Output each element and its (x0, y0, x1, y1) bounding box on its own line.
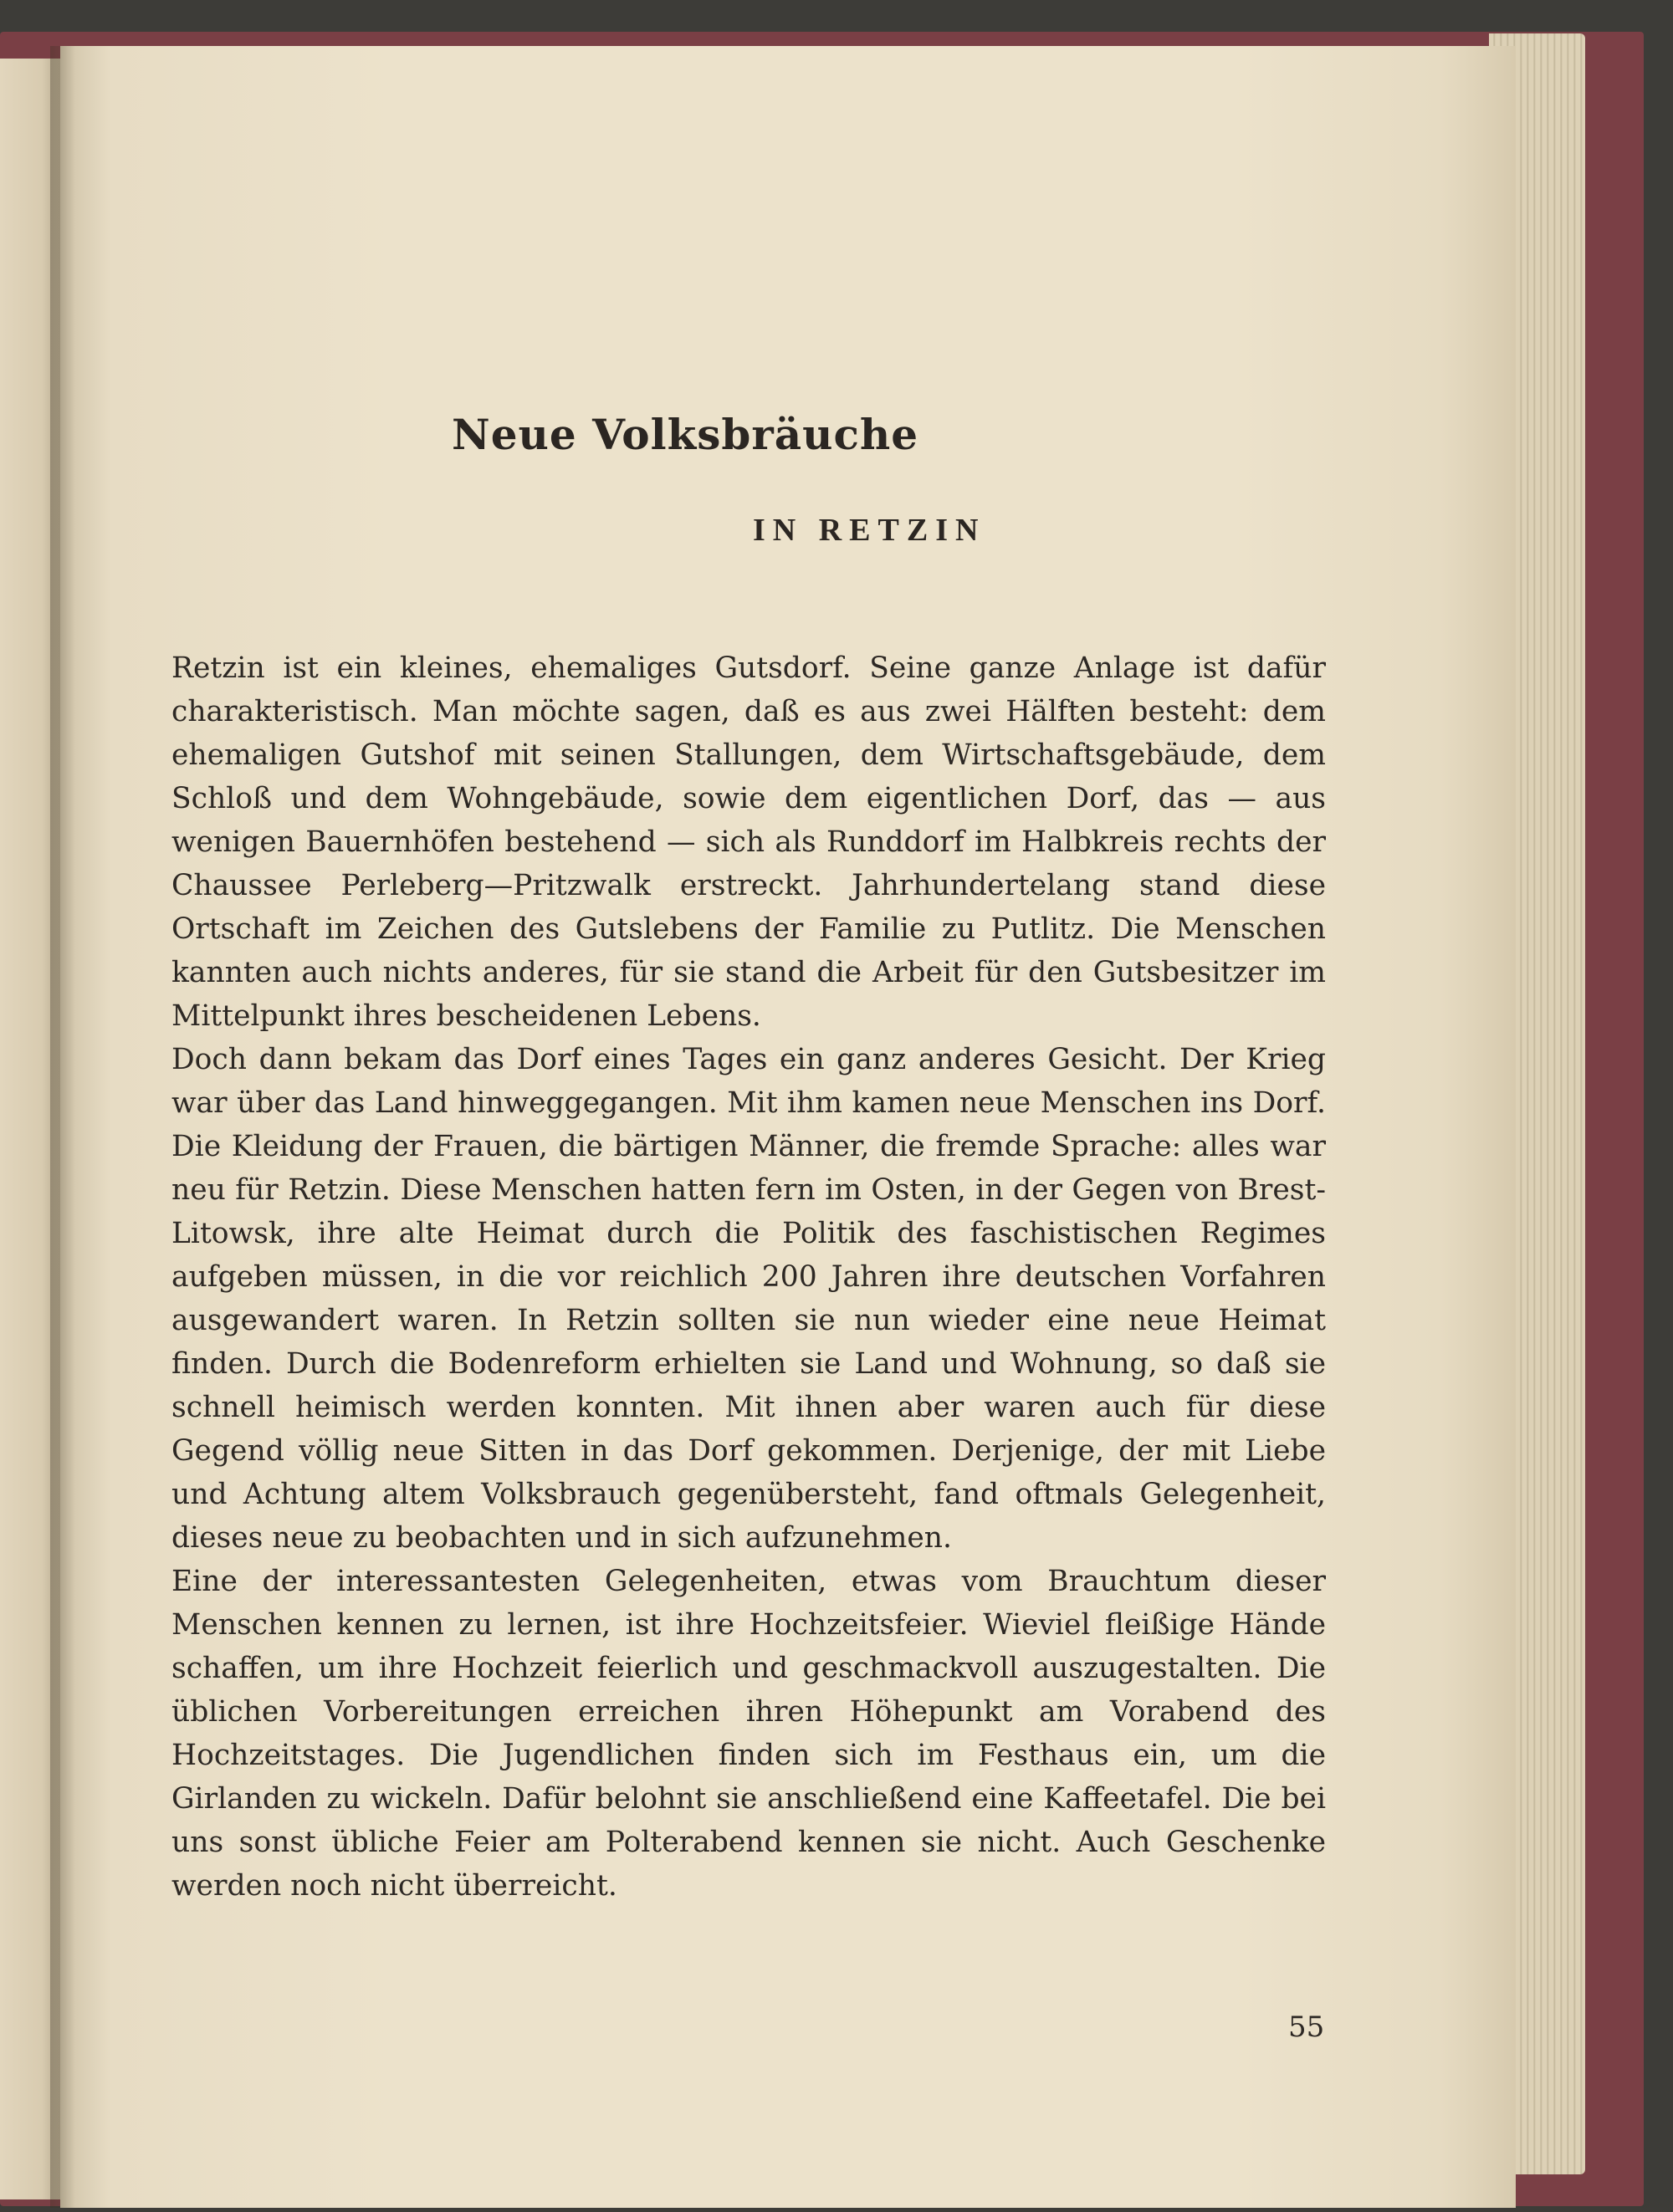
chapter-subtitle: IN RETZIN (753, 513, 986, 548)
paragraph: Retzin ist ein kleines, ehemaliges Gutsdorf. Seine ganze Anlage ist dafür charakteristisch. Man möchte sagen, daß es aus zwei Hälften besteht: dem ehemaligen Gutshof mit seinen Stallungen, dem Wirtschaftsgebäude, dem Schloß und dem Wohngebäude, sowie dem eigentlichen Dorf, das — aus wenigen Bauernhöfen bestehend — sich als Runddorf im Halbkreis rechts der Chaussee Perleberg—Pritzwalk erstreckt. Jahrhundertelang stand diese Ortschaft im Zeichen des Gutslebens der Familie zu Putlitz. Die Menschen kannten auch nichts anderes, für sie stand die Arbeit für den Gutsbesitzer im Mittelpunkt ihres bescheidenen Lebens. (171, 651, 1326, 1033)
paragraph: Eine der interessantesten Gelegenheiten, etwas vom Brauchtum dieser Menschen kennen zu lernen, ist ihre Hochzeitsfeier. Wieviel fleißige Hände schaffen, um ihre Hochzeit feierlich und geschmackvoll auszugestalten. Die üblichen Vorbereitungen erreichen ihren Höhepunkt am Vorabend des Hochzeitstages. Die Jugendlichen finden sich im Festhaus ein, um die Girlanden zu wickeln. Dafür belohnt sie anschließend eine Kaffeetafel. Die bei uns sonst übliche Feier am Polterabend kennen sie nicht. Auch Geschenke werden noch nicht überreicht. (171, 1565, 1326, 1903)
paragraph: Doch dann bekam das Dorf eines Tages ein ganz anderes Gesicht. Der Krieg war über das Land hinweggegangen. Mit ihm kamen neue Menschen ins Dorf. Die Kleidung der Frauen, die bärtigen Männer, die fremde Sprache: alles war neu für Retzin. Diese Menschen hatten fern im Osten, in der Gegen von Brest-Litowsk, ihre alte Heimat durch die Politik des faschistischen Regimes aufgeben müssen, in die vor reichlich 200 Jahren ihre deutschen Vorfahren ausgewandert waren. In Retzin sollten sie nun wieder eine neue Heimat finden. Durch die Bodenreform erhielten sie Land und Wohnung, so daß sie schnell heimisch werden konnten. Mit ihnen aber waren auch für diese Gegend völlig neue Sitten in das Dorf gekommen. Derjenige, der mit Liebe und Achtung altem Volksbrauch gegenübersteht, fand oftmals Gelegenheit, dieses neue zu beobachten und in sich aufzunehmen. (171, 1043, 1326, 1555)
chapter-title: Neue Volksbräuche (452, 410, 919, 459)
gutter-shadow (50, 46, 75, 2208)
page-number: 55 (1288, 2010, 1325, 2044)
body-text (171, 646, 1326, 1908)
